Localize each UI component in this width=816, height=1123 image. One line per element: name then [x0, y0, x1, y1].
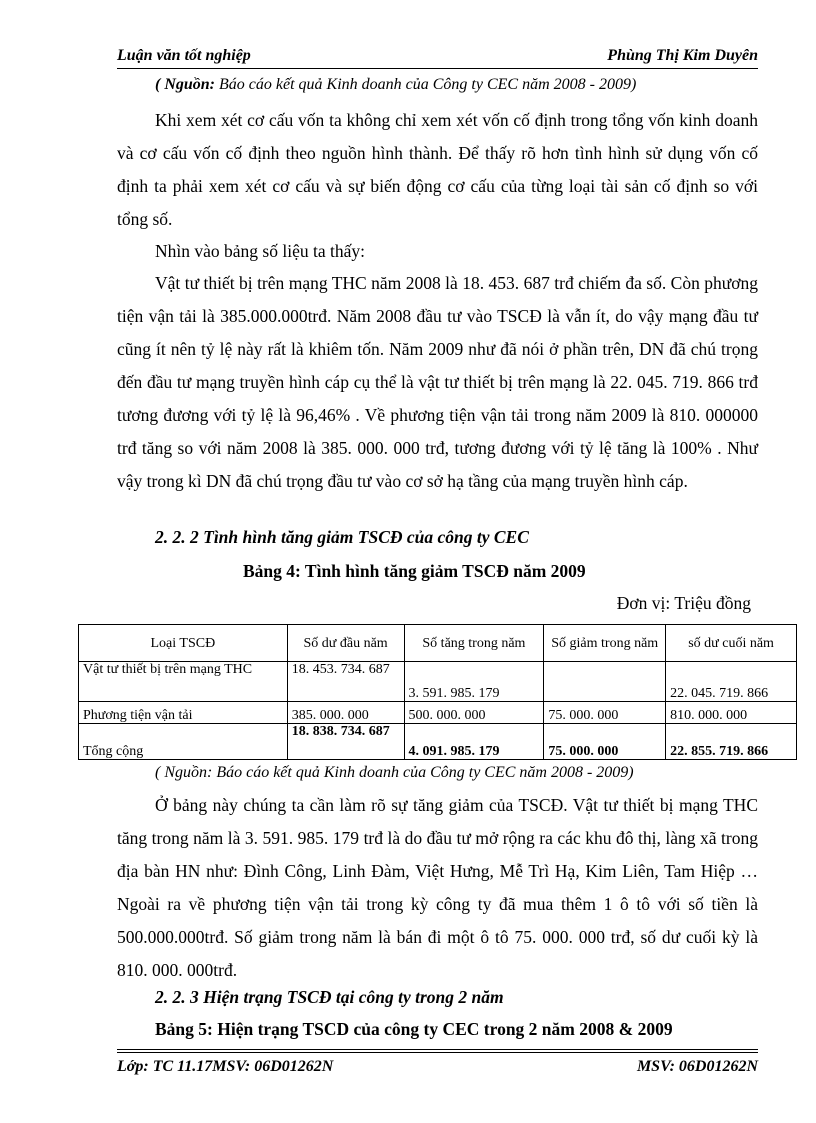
- source-note-2: ( Nguồn: Báo cáo kết quả Kinh doanh của Công ty CEC năm 2008 - 2009): [155, 764, 634, 781]
- header-right: Phùng Thị Kim Duyên: [607, 47, 758, 64]
- col-header: số dư cuối năm: [666, 625, 797, 662]
- paragraph-2: Nhìn vào bảng số liệu ta thấy:: [155, 241, 365, 261]
- table-row: [79, 662, 797, 702]
- table-title-4: Bảng 4: Tình hình tăng giảm TSCĐ năm 2009: [243, 561, 586, 581]
- table-title-5: Bảng 5: Hiện trạng TSCD của công ty CEC trong 2 năm 2008 & 2009: [155, 1019, 673, 1039]
- section-heading-2-2-3: 2. 2. 3 Hiện trạng TSCĐ tại công ty trong 2 năm: [155, 987, 504, 1007]
- unit-label: Đơn vị: Triệu đồng: [616, 593, 751, 613]
- section-heading-2-2-2: 2. 2. 2 Tình hình tăng giảm TSCĐ của công ty CEC: [155, 527, 529, 547]
- table-cell: [544, 662, 666, 702]
- table-cell: 22. 045. 719. 866: [666, 662, 797, 702]
- table-cell: Phương tiện vận tải: [79, 702, 288, 724]
- table-cell: 22. 855. 719. 866: [666, 724, 797, 760]
- table-cell: 3. 591. 985. 179: [404, 662, 544, 702]
- footer-rule-2: [117, 1052, 758, 1053]
- table-cell: Tổng cộng: [79, 724, 288, 760]
- source-text: Báo cáo kết quả Kinh doanh của Công ty CEC năm 2008 - 2009): [215, 76, 637, 93]
- table-cell: 810. 000. 000: [666, 702, 797, 724]
- source-label: ( Nguồn:: [155, 76, 216, 93]
- paragraph-4: Ở bảng này chúng ta cần làm rõ sự tăng giảm của TSCĐ. Vật tư thiết bị mạng THC tăng trong năm là 3. 591. 985. 179 trđ là do đầu tư mở rộng ra các khu đô thị, làng xã trong địa bàn HN như: Đình Công, Linh Đàm, Việt Hưng, Mễ Trì Hạ, Kim Liên, Tam Hiệp …Ngoài ra về phương tiện vận tải trong kỳ công ty đã mua thêm 1 ô tô với số tiền là 500.000.000trđ. Số giảm trong năm là bán đi một ô tô 75. 000. 000 trđ, số dư cuối kỳ là 810. 000. 000trđ.: [117, 795, 758, 980]
- header-rule: [117, 68, 758, 69]
- footer-left: Lớp: TC 11.17MSV: 06D01262N: [117, 1058, 334, 1075]
- col-header: Số dư đầu năm: [287, 625, 404, 662]
- table-cell: 75. 000. 000: [544, 702, 666, 724]
- paragraph-1: Khi xem xét cơ cấu vốn ta không chỉ xem xét vốn cố định trong tổng vốn kinh doanh và cơ cấu vốn cố định theo nguồn hình thành. Để thấy rõ hơn tình hình sử dụng vốn cố định ta phải xem xét cơ cấu và sự biến động cơ cấu của từng loại tài sản cố định so với tổng số.: [117, 110, 758, 229]
- table-row: [79, 702, 797, 724]
- table-cell: 385. 000. 000: [287, 702, 404, 724]
- paragraph-3: Vật tư thiết bị trên mạng THC năm 2008 là 18. 453. 687 trđ chiếm đa số. Còn phương tiện vận tải là 385.000.000trđ. Năm 2008 đầu tư vào TSCĐ là vẫn ít, do vậy mạng đầu tư cũng ít nên tỷ lệ này rất là khiêm tốn. Năm 2009 như đã nói ở phần trên, DN đã chú trọng đến đầu tư mạng truyền hình cáp cụ thể là vật tư thiết bị trên mạng là 22. 045. 719. 866 trđ tương đương với tỷ lệ là 96,46% . Về phương tiện vận tải trong năm 2009 là 810. 000000 trđ tăng so với năm 2008 là 385. 000. 000 trđ, tương đương với tỷ lệ tăng là 100% . Như vậy trong kì DN đã chú trọng đầu tư vào cơ sở hạ tầng của mạng truyền hình cáp.: [117, 273, 758, 491]
- table-cell: 4. 091. 985. 179: [404, 724, 544, 760]
- table-cell: Vật tư thiết bị trên mạng THC: [79, 662, 288, 702]
- col-header: Số giảm trong năm: [544, 625, 666, 662]
- table-row: [79, 724, 797, 760]
- footer-right: MSV: 06D01262N: [636, 1058, 758, 1075]
- source-note-1: [155, 76, 636, 94]
- header-left: Luận văn tốt nghiệp: [117, 47, 251, 64]
- col-header: Số tăng trong năm: [404, 625, 544, 662]
- footer-rule: [117, 1049, 758, 1050]
- col-header: Loại TSCĐ: [79, 625, 288, 662]
- table-cell: 18. 838. 734. 687: [287, 724, 404, 760]
- table-cell: 500. 000. 000: [404, 702, 544, 724]
- table-cell: 18. 453. 734. 687: [287, 662, 404, 702]
- table-cell: 75. 000. 000: [544, 724, 666, 760]
- table-header-row: [79, 625, 797, 662]
- tscd-table: [78, 624, 797, 760]
